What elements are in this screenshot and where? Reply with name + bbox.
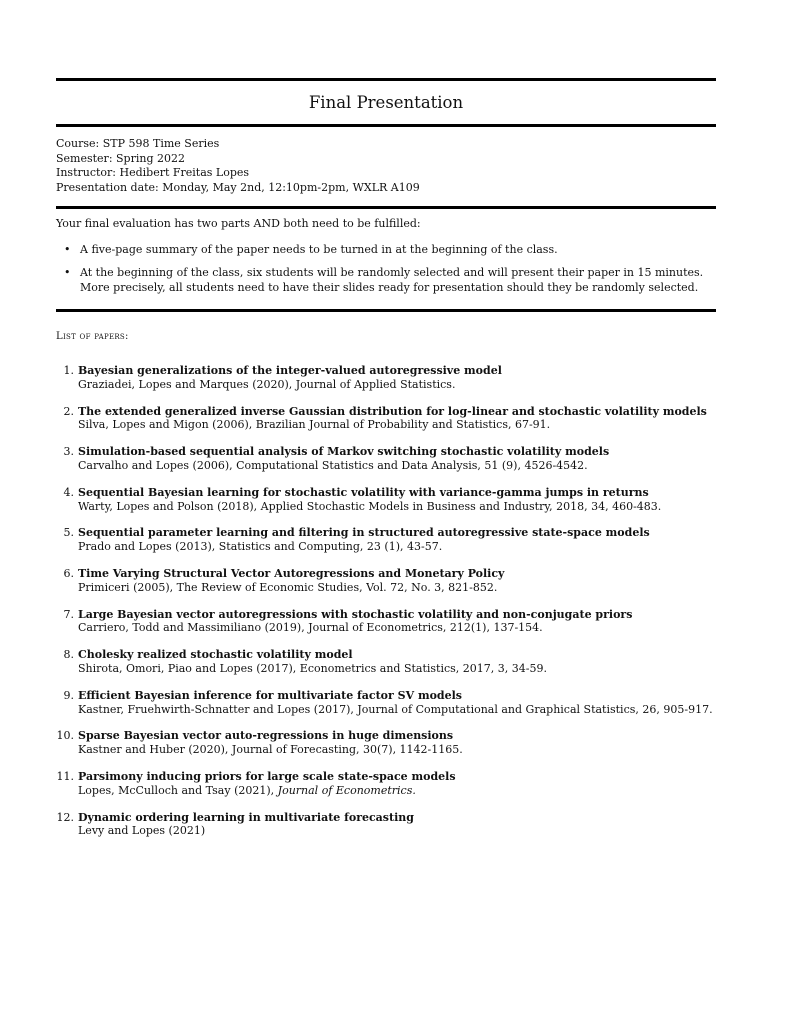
paper-item [56,689,716,717]
paper-title: Parsimony inducing priors for large scale state-space models [78,769,456,783]
paper-reference-text: Shirota, Omori, Piao and Lopes (2017), Econometrics and Statistics, 2017, 3, 34-59. [78,661,547,675]
paper-reference [78,784,716,798]
paper-item [56,445,716,473]
paper-reference [78,621,716,635]
paper-reference-text: Lopes, McCulloch and Tsay (2021), [78,783,278,797]
info-rule [56,206,716,209]
paper-item [56,648,716,676]
bullet-text: A five-page summary of the paper needs to be turned in at the beginning of the class. [80,242,558,256]
paper-item [56,567,716,595]
paper-title: Sparse Bayesian vector auto-regressions in huge dimensions [78,729,454,743]
course-line: Course: STP 598 Time Series [56,137,220,150]
paper-number: 2. [63,404,74,418]
papers-list [56,364,716,838]
paper-reference-journal: Journal of Econometrics. [277,783,416,797]
paper-reference [78,743,716,757]
evaluation-bullet [56,243,716,258]
top-rule [56,78,716,81]
paper-item [56,405,716,433]
paper-reference [78,581,716,595]
paper-title: Large Bayesian vector autoregressions with stochastic volatility and non-conjugate priors [78,607,633,621]
paper-reference [78,662,716,676]
paper-number: 6. [63,566,74,580]
paper-reference-text: Prado and Lopes (2013), Statistics and Computing, 23 (1), 43-57. [78,540,443,554]
paper-reference [78,703,716,717]
paper-item [56,526,716,554]
evaluation-intro: Your final evaluation has two parts AND both need to be fulfilled: [56,217,421,230]
paper-title: Dynamic ordering learning in multivariate forecasting [78,810,414,824]
paper-number: 8. [63,648,74,662]
bullet-icon: • [64,266,71,279]
paper-number: 11. [56,769,74,783]
paper-number: 1. [63,364,74,377]
paper-reference-text: Carvalho and Lopes (2006), Computational Statistics and Data Analysis, 51 (9), 4526-4542. [78,458,588,472]
paper-title: Bayesian generalizations of the integer-valued autoregressive model [78,364,502,377]
paper-title: Cholesky realized stochastic volatility model [78,648,353,662]
paper-number: 9. [63,688,74,702]
page-title: Final Presentation [308,93,464,112]
paper-number: 10. [56,729,74,743]
paper-number: 3. [63,445,74,459]
paper-title: Sequential Bayesian learning for stochastic volatility with variance-gamma jumps in returns [78,485,649,499]
bullet-icon: • [64,242,71,256]
evaluation-rule [56,309,716,312]
paper-item [56,770,716,798]
paper-item [56,608,716,636]
paper-reference-text: Silva, Lopes and Migon (2006), Brazilian Journal of Probability and Statistics, 67-91. [78,418,551,432]
paper-title: The extended generalized inverse Gaussian distribution for log-linear and stochastic volatility models [78,404,707,418]
paper-number: 4. [63,485,74,499]
document-page [56,78,716,851]
paper-number: 5. [63,526,74,540]
paper-title: Time Varying Structural Vector Autoregressions and Monetary Policy [78,566,505,580]
paper-reference [78,500,716,514]
title-rule [56,124,716,127]
paper-item [56,811,716,839]
paper-reference [78,824,716,838]
presentation-date-line: Presentation date: Monday, May 2nd, 12:10pm-2pm, WXLR A109 [56,180,420,194]
semester-line: Semester: Spring 2022 [56,151,185,165]
paper-title: Efficient Bayesian inference for multivariate factor SV models [78,688,462,702]
paper-reference-text: Warty, Lopes and Polson (2018), Applied Stochastic Models in Business and Industry, 2018, 34, 460-483. [78,499,662,513]
paper-reference [78,418,716,432]
paper-reference-text: Primiceri (2005), The Review of Economic Studies, Vol. 72, No. 3, 821-852. [78,580,498,594]
papers-heading: List of papers: [56,331,129,342]
paper-number: 7. [63,607,74,621]
evaluation-bullet [56,266,716,295]
paper-reference-text: Carriero, Todd and Massimiliano (2019), Journal of Econometrics, 212(1), 137-154. [78,621,543,635]
paper-reference [78,459,716,473]
course-info [56,137,716,195]
paper-number: 12. [56,810,74,824]
paper-title: Simulation-based sequential analysis of Markov switching stochastic volatility models [78,445,610,459]
paper-reference-text: Kastner, Fruehwirth-Schnatter and Lopes (2017), Journal of Computational and Graphical Statistics, 26, 905-917. [78,702,713,716]
paper-item [56,364,716,392]
bullet-text: At the beginning of the class, six students will be randomly selected and will present their paper in 15 minutes. More precisely, all students need to have their slides ready for presentation should they be randomly selected. [80,266,704,294]
paper-item [56,729,716,757]
paper-reference-text: Levy and Lopes (2021) [78,824,206,838]
paper-reference-text: Kastner and Huber (2020), Journal of Forecasting, 30(7), 1142-1165. [78,743,463,757]
paper-reference-text: Graziadei, Lopes and Marques (2020), Journal of Applied Statistics. [78,377,456,391]
evaluation-bullets [56,243,716,296]
paper-item [56,486,716,514]
paper-reference [78,540,716,554]
paper-title: Sequential parameter learning and filtering in structured autoregressive state-space models [78,526,650,540]
paper-reference [78,378,716,392]
instructor-line: Instructor: Hedibert Freitas Lopes [56,166,250,179]
